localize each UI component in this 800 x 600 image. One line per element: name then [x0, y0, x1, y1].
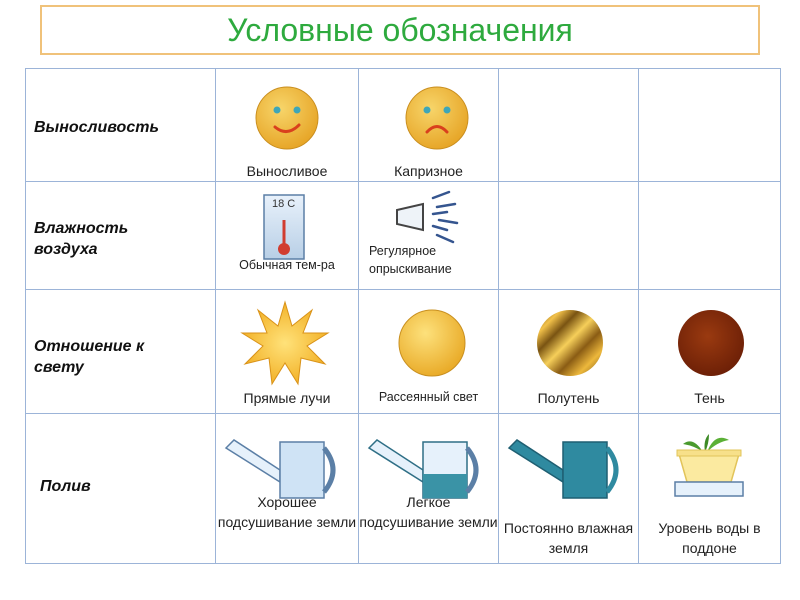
watering-can-full-icon — [505, 434, 621, 500]
caption-direct-sun: Прямые лучи — [243, 390, 331, 406]
row-watering — [26, 414, 781, 564]
cell-capricious — [359, 69, 499, 182]
caption-hardy: Выносливое — [246, 163, 328, 179]
row-light — [26, 290, 781, 414]
watering-can-half-icon — [365, 434, 481, 500]
shade-icon — [676, 308, 746, 378]
row-header-light: Отношение к свету — [34, 338, 145, 376]
caption-shade: Тень — [694, 390, 725, 406]
caption-water-level: Уровень воды в поддоне — [658, 520, 761, 556]
row-header-humidity: Влажность воздуха — [34, 220, 129, 258]
legend-table — [25, 68, 781, 564]
row-header-cell — [26, 414, 216, 564]
sun-icon — [240, 300, 330, 386]
cell-direct-sun — [216, 290, 359, 414]
thermometer-label: 18 С — [272, 198, 296, 210]
caption-half-shade: Полутень — [537, 390, 600, 406]
half-shade-icon — [535, 308, 605, 378]
row-endurance — [26, 69, 781, 182]
cell-normal-temp — [216, 182, 359, 290]
caption-capricious: Капризное — [394, 163, 463, 179]
empty-cell — [499, 69, 639, 182]
cell-hardy — [216, 69, 359, 182]
cell-diffused — [359, 290, 499, 414]
caption-light-drying: Легкое подсушивание земли — [359, 494, 498, 530]
row-header-cell — [26, 290, 216, 414]
caption-spray: Регулярное опрыскивание — [369, 244, 452, 276]
cell-water-level — [639, 414, 781, 564]
empty-cell — [499, 182, 639, 290]
spray-icon — [389, 190, 469, 246]
cell-shade — [639, 290, 781, 414]
smiley-happy-icon — [254, 85, 320, 151]
caption-normal-temp: Обычная тем-ра — [239, 258, 335, 272]
title-box — [40, 5, 760, 55]
caption-diffused: Рассеянный свет — [378, 390, 479, 404]
row-header-cell — [26, 182, 216, 290]
row-humidity — [26, 182, 781, 290]
caption-always-moist: Постоянно влажная земля — [503, 520, 634, 556]
cell-half-shade — [499, 290, 639, 414]
row-header-cell — [26, 69, 216, 182]
plant-pot-tray-icon — [673, 428, 745, 500]
page-title: Условные обозначения — [227, 11, 573, 48]
cell-always-moist — [499, 414, 639, 564]
cell-good-drying — [216, 414, 359, 564]
empty-cell — [639, 182, 781, 290]
empty-cell — [639, 69, 781, 182]
diffused-light-icon — [397, 308, 467, 378]
cell-spray — [359, 182, 499, 290]
row-header-watering: Полив — [40, 478, 91, 495]
cell-light-drying — [359, 414, 499, 564]
watering-can-empty-icon — [222, 434, 338, 500]
caption-good-drying: Хорошее подсушивание земли — [217, 494, 357, 530]
row-header-endurance: Выносливость — [34, 119, 159, 136]
smiley-sad-icon — [404, 85, 470, 151]
